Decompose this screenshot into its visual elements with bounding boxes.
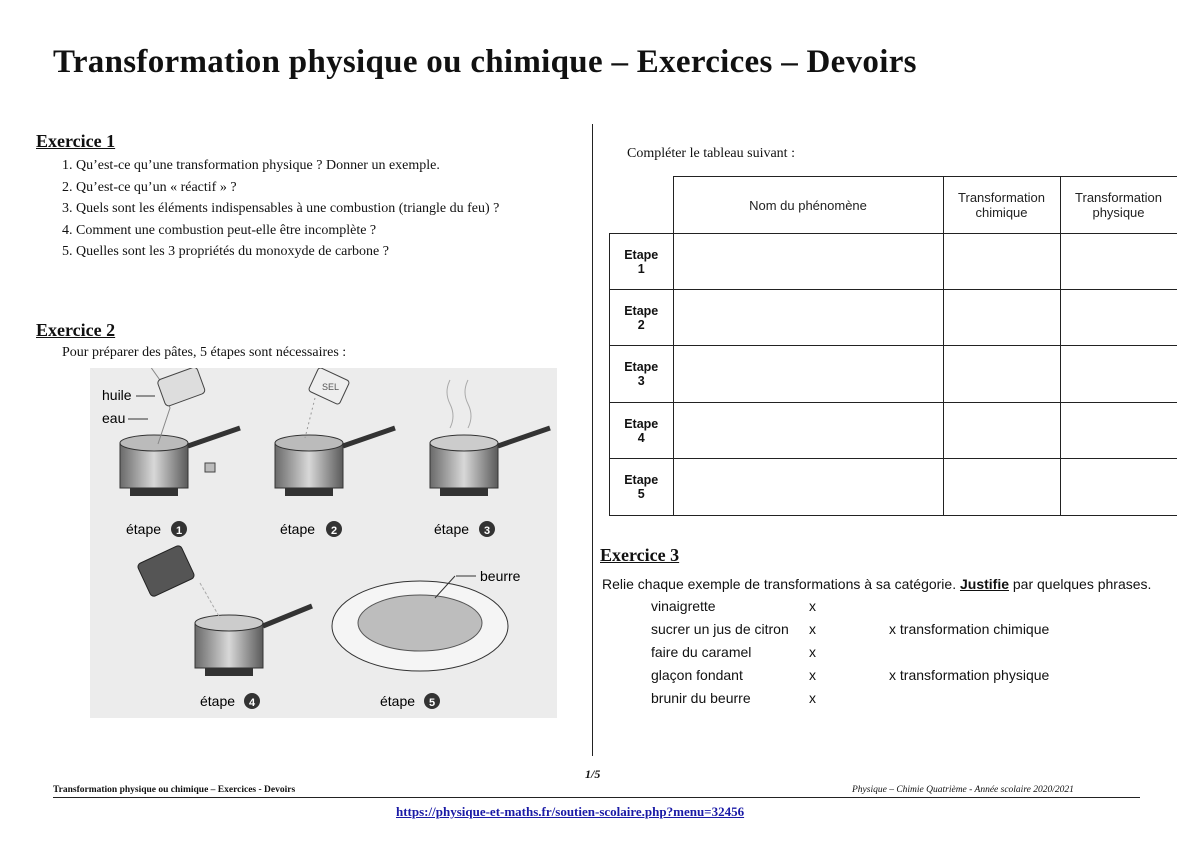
cell-physical[interactable] <box>1060 346 1177 403</box>
header-chemical: Transformation chimique <box>943 177 1060 234</box>
cell-chemical[interactable] <box>943 234 1060 290</box>
row-label-5: Etape 5 <box>610 459 674 516</box>
row-label-3: Etape 3 <box>610 346 674 403</box>
step-number-5: 5 <box>429 697 436 709</box>
salt-label: SEL <box>322 382 340 392</box>
example-3-marker[interactable]: x <box>809 644 816 660</box>
plate-step-5 <box>332 576 508 671</box>
step-label-4: étape <box>200 693 236 709</box>
step-label-1: étape <box>126 521 162 537</box>
pasta-steps-illustration <box>90 368 557 718</box>
cell-phenomenon[interactable] <box>673 290 943 346</box>
phenomena-table <box>609 176 1177 516</box>
step-number-3: 3 <box>484 525 491 537</box>
table-intro: Compléter le tableau suivant : <box>627 146 795 161</box>
step-number-1: 1 <box>176 525 183 537</box>
example-2: sucrer un jus de citron <box>651 621 789 637</box>
butter-label: beurre <box>480 568 521 584</box>
table-row <box>610 234 1177 290</box>
cell-chemical[interactable] <box>943 346 1060 403</box>
oil-label: huile <box>102 387 132 403</box>
cell-chemical[interactable] <box>943 459 1060 516</box>
question-1: 1. Qu’est-ce qu’une transformation physique ? Donner un exemple. <box>62 158 440 173</box>
example-4-marker[interactable]: x <box>809 667 816 683</box>
cell-phenomenon[interactable] <box>673 403 943 459</box>
header-phenomenon: Nom du phénomène <box>673 177 943 234</box>
example-1: vinaigrette <box>651 598 716 614</box>
example-5-marker[interactable]: x <box>809 690 816 706</box>
table-row <box>610 459 1177 516</box>
pot-step-2 <box>275 368 395 496</box>
pot-step-1 <box>120 368 240 496</box>
exercise-1-heading: Exercice 1 <box>36 131 116 151</box>
example-4: glaçon fondant <box>651 667 743 683</box>
example-1-marker[interactable]: x <box>809 598 816 614</box>
step-label-3: étape <box>434 521 470 537</box>
pot-step-4 <box>137 545 312 676</box>
table-row <box>610 346 1177 403</box>
table-header-row <box>610 177 1177 234</box>
footer-left: Transformation physique ou chimique – Exercices - Devoirs <box>53 785 296 795</box>
example-5: brunir du beurre <box>651 690 751 706</box>
cell-chemical[interactable] <box>943 403 1060 459</box>
cell-phenomenon[interactable] <box>673 346 943 403</box>
pot-step-3 <box>430 380 550 496</box>
step-number-2: 2 <box>331 525 338 537</box>
page-number: 1/5 <box>585 767 601 781</box>
exercise-3-heading: Exercice 3 <box>600 545 680 565</box>
row-label-1: Etape 1 <box>610 234 674 290</box>
cell-phenomenon[interactable] <box>673 234 943 290</box>
cell-physical[interactable] <box>1060 290 1177 346</box>
example-2-marker[interactable]: x <box>809 621 816 637</box>
exercise-2-heading: Exercice 2 <box>36 320 116 340</box>
row-label-2: Etape 2 <box>610 290 674 346</box>
cell-phenomenon[interactable] <box>673 459 943 516</box>
exercise-1-questions <box>62 155 567 263</box>
cell-chemical[interactable] <box>943 290 1060 346</box>
column-divider <box>592 124 593 756</box>
header-physical: Transformation physique <box>1060 177 1177 234</box>
exercise-2-intro: Pour préparer des pâtes, 5 étapes sont nécessaires : <box>62 345 347 360</box>
water-label: eau <box>102 410 126 426</box>
cell-physical[interactable] <box>1060 403 1177 459</box>
step-label-2: étape <box>280 521 316 537</box>
page-title: Transformation physique ou chimique – Exercices – Devoirs <box>53 44 917 80</box>
source-link[interactable]: https://physique-et-maths.fr/soutien-scolaire.php?menu=32456 <box>396 804 745 819</box>
table-row <box>610 403 1177 459</box>
pasta-steps-drawing <box>90 368 557 718</box>
question-4: 4. Comment une combustion peut-elle être incomplète ? <box>62 222 377 238</box>
step-number-4: 4 <box>249 697 256 709</box>
example-3: faire du caramel <box>651 644 752 660</box>
step-label-5: étape <box>380 693 416 709</box>
cell-physical[interactable] <box>1060 459 1177 516</box>
category-chemical[interactable]: x transformation chimique <box>889 621 1050 637</box>
row-label-4: Etape 4 <box>610 403 674 459</box>
justify-keyword: Justifie <box>959 576 1009 592</box>
question-3: 3. Quels sont les éléments indispensables à une combustion (triangle du feu) ? <box>62 201 500 216</box>
question-5: 5. Quelles sont les 3 propriétés du monoxyde de carbone ? <box>62 244 389 259</box>
footer-rule <box>53 797 1140 798</box>
question-2: 2. Qu’est-ce qu’un « réactif » ? <box>62 179 237 195</box>
table-row <box>610 290 1177 346</box>
footer-right: Physique – Chimie Quatrième - Année scolaire 2020/2021 <box>852 785 1074 795</box>
cell-physical[interactable] <box>1060 234 1177 290</box>
exercise-3-instruction: Relie chaque exemple de transformations à sa catégorie. Justifie par quelques phrases. <box>602 576 1152 592</box>
category-physical[interactable]: x transformation physique <box>889 667 1050 683</box>
